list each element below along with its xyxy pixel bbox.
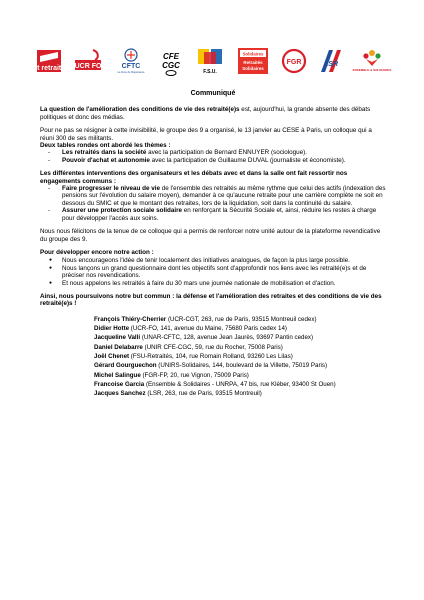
ensemble-logo-text: ENSEMBLE & SOLIDAIRES — [352, 68, 392, 72]
cgt-retraites-logo — [28, 46, 70, 76]
signatory-row — [94, 343, 386, 352]
cftc-logo-subtext: La force de l'Espérance — [116, 71, 145, 74]
engagement-bold: Faire progresser le niveau de vie — [62, 185, 160, 193]
cftc-logo-text: CFTC — [121, 63, 140, 70]
colloque-text: Pour ne pas se résigner à cette invisibilité, le groupe des 9 a organisé, le 13 janvier au CESE à Paris, un colloque qui a réuni 300 de ses militants. — [40, 127, 372, 142]
signatory-name: Joël Chenet — [94, 352, 130, 360]
fgr-logo-text: FGR — [286, 59, 301, 66]
list-item: ● Nous lançons un grand questionnaire dont les objectifs sont d'approfondir nos liens avec les retraité(e)s et de préciser nos revendications. — [48, 265, 386, 280]
list-item — [48, 185, 386, 207]
actions-list — [40, 257, 386, 287]
signatory-row — [94, 361, 386, 370]
ucr-fo-logo — [73, 46, 103, 76]
intro-bold: La question de l'amélioration des conditions de vie des retraité(e)s — [40, 106, 240, 114]
theme-bold: Pouvoir d'achat et autonomie — [62, 156, 150, 164]
signatory-org: (FSU-Retraités, 104, rue Romain Rolland, 93260 Les Lilas) — [129, 352, 293, 360]
ensemble-solidaires-logo — [352, 46, 392, 76]
lsr-logo — [317, 46, 345, 76]
list-item: ● Et nous appelons les retraités à faire du 30 mars une journée nationale de mobilisation et d'action. — [48, 280, 386, 287]
intro-paragraph — [40, 106, 386, 121]
signatory-name: Jacqueline Valli — [94, 334, 141, 342]
unity-paragraph: Nous nous félicitons de la tenue de ce colloque qui a permis de renforcer notre unité autour de la plateforme revendicative du groupe des 9. — [40, 228, 381, 243]
fgr-fp-logo — [281, 46, 307, 76]
fsu-logo-text: F.S.U. — [203, 69, 217, 75]
signatory-row — [94, 389, 386, 398]
engagements-heading: Les différentes interventions des organisateurs et les débats avec et dans la salle ont fait ressortir nos engagements communs : — [40, 170, 348, 185]
svg-text:CFE: CFE — [163, 52, 180, 61]
conclusion-paragraph: Ainsi, nous poursuivons notre but commun : la défense et l'amélioration des retraites et des conditions de vie des retraité(e)s ! — [40, 292, 382, 308]
signatory-row — [94, 324, 386, 333]
signatory-name: Francoise Garcia — [94, 380, 145, 388]
theme-rest: avec la participation de Bernard ENNUYER (sociologue). — [146, 149, 308, 157]
svg-text:Retraités: Retraités — [243, 60, 263, 65]
document-body — [40, 90, 386, 398]
intro-rest: est, aujourd'hui, la grande absente des débats politiques et donc des médias. — [40, 106, 371, 121]
signatory-org: (UCR-CGT, 263, rue de Paris, 93515 Montreuil cedex) — [166, 315, 317, 323]
list-item — [48, 149, 386, 156]
actions-heading: Pour développer encore notre action : — [40, 248, 154, 256]
theme-rest: avec la participation de Guillaume DUVAL (journaliste et économiste). — [149, 156, 346, 164]
svg-text:Solidaires: Solidaires — [241, 66, 264, 71]
fsu-logo — [195, 46, 225, 76]
svg-text:CGC: CGC — [162, 61, 181, 70]
signatory-org: (Ensemble & Solidaires - UNRPA, 47 bis, rue Kléber, 93400 St Ouen) — [144, 380, 336, 388]
signatory-row — [94, 371, 386, 380]
cgt-logo-text: cgt retraités — [28, 65, 70, 72]
signatory-name: François Thiéry-Cherrier — [94, 315, 167, 323]
signatory-name: Gérard Gourguechon — [94, 362, 157, 370]
signatory-org: (UNAR-CFTC, 128, avenue Jean Jaurès, 93697 Pantin cedex) — [140, 334, 314, 342]
signatory-org: (FGR-FP, 20, rue Vignon, 75009 Paris) — [140, 371, 249, 379]
engagement-rest: de l'ensemble des retraités au même rythme que celui des actifs (indexation des pensions sur l'évolution du salaire moyen), demander à ce qu'aucune retraite pour une carrière complète ne soit en dessous du SMIC et que le montant des retraites, lors de la liquidation, soit dans la continuité du salaire. — [62, 185, 386, 207]
signatory-row — [94, 380, 386, 389]
list-item: ● Nous encourageons l'idée de tenir localement des initiatives analogues, de façon la plus large possible. — [48, 257, 386, 264]
themes-heading: Deux tables rondes ont abordé les thèmes : — [40, 142, 171, 150]
engagement-rest: en renforçant la Sécurité Sociale et, ainsi, réduire les restes à charge pour développer l'accès aux soins. — [62, 207, 377, 222]
colloque-paragraph — [40, 127, 386, 149]
theme-bold: Les retraités dans la société — [62, 149, 147, 157]
signatory-name: Didier Hotte — [94, 325, 130, 333]
logo-strip — [28, 44, 392, 78]
document-title: Communiqué — [190, 90, 236, 97]
ucr-fo-logo-text: UCR FO — [74, 63, 102, 70]
signatory-org: (UCR-FO, 141, avenue du Maine, 75680 Paris cedex 14) — [129, 325, 287, 333]
signatory-org: (UNIR CFE-CGC, 59, rue du Rocher, 75008 Paris) — [142, 343, 283, 351]
cfe-cgc-logo — [158, 46, 184, 76]
signatory-org: (UNIRS-Solidaires, 144, boulevard de la Villette, 75019 Paris) — [156, 362, 328, 370]
themes-list — [40, 149, 386, 164]
list-item — [48, 207, 386, 222]
engagements-list — [40, 185, 386, 222]
cftc-logo — [114, 46, 148, 76]
solidaires-logo — [236, 46, 270, 76]
signatories-list — [94, 315, 386, 399]
signatory-row — [94, 333, 386, 342]
engagement-bold: Assurer une protection sociale solidaire — [62, 207, 183, 215]
lsr-logo-text: LSR — [324, 61, 339, 68]
signatory-name: Jacques Sanchez — [94, 390, 146, 398]
signatory-org: (LSR, 263, rue de Paris, 93515 Montreuil) — [145, 390, 262, 398]
signatory-row — [94, 352, 386, 361]
signatory-row — [94, 315, 386, 324]
signatory-name: Daniel Delabarre — [94, 343, 143, 351]
svg-text:Solidaires: Solidaires — [242, 51, 264, 57]
signatory-name: Michel Salingue — [94, 371, 141, 379]
list-item — [48, 157, 386, 164]
